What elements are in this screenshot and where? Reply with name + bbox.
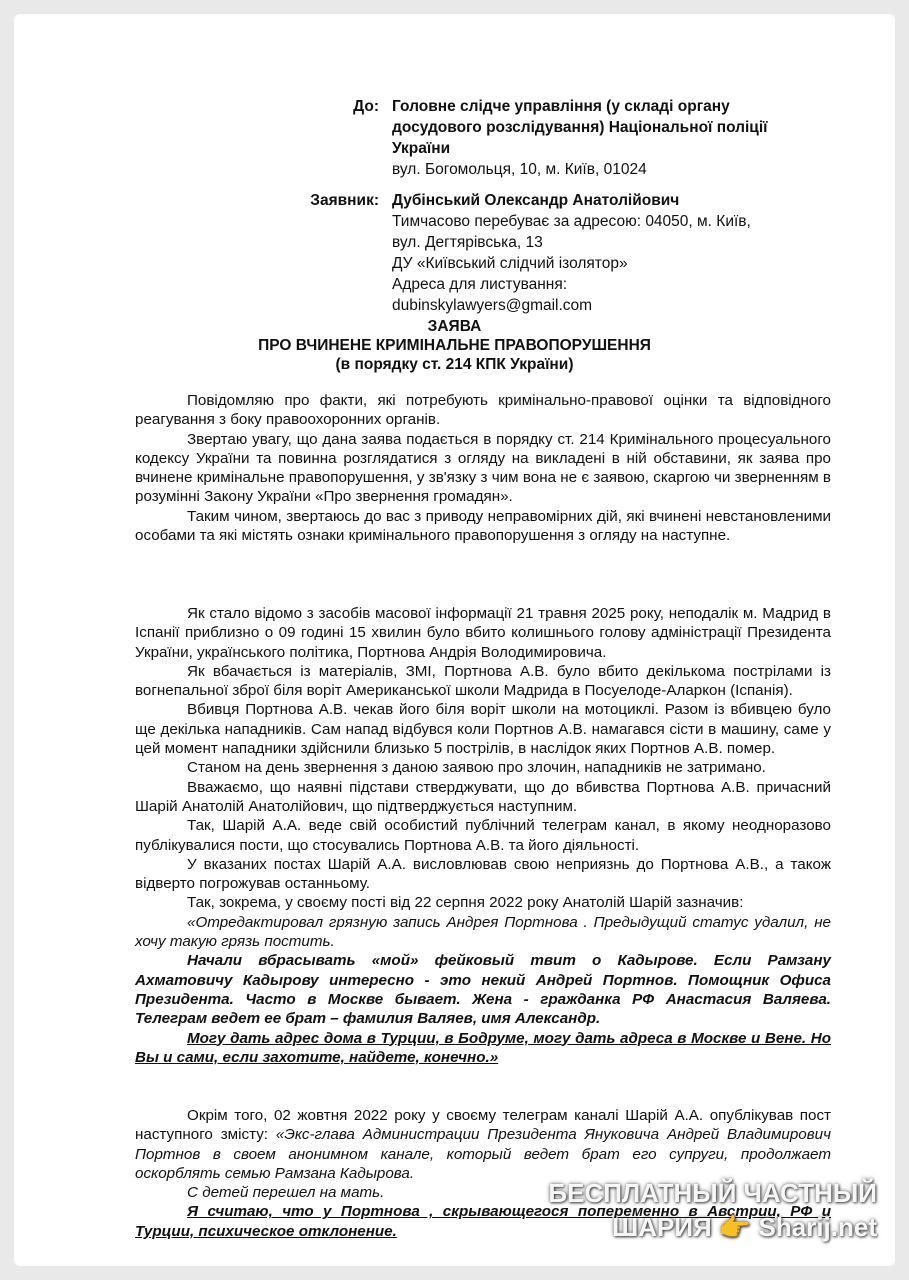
- paragraph: Вбивця Портнова А.В. чекав його біля воріт школи на мотоциклі. Разом із вбивцею було ще декілька нападників. Сам напад відбувся коли Портнов А.В. намагався сісти в машину, саме у цей момент нападники здійснили близько 5 пострілів, в наслідок яких Портнов А.В. помер.: [135, 701, 831, 758]
- paragraph: Таким чином, звертаюсь до вас з приводу неправомірних дій, які вчинені невстановленими особами та які містять ознаки кримінального правопорушення з огляду на наступне.: [135, 507, 831, 545]
- paragraph: Звертаю увагу, що дана заява подається в порядку ст. 214 Кримінального процесуального кодексу України та повинна розглядатися з огляду на викладені в ній обставини, як заява про вчинене кримінальне правопорушення, у зв'язку з чим вона не є заявою, скаргою чи зверненням в розумінні Закону України «Про звернення громадян».: [135, 430, 831, 506]
- paragraph: Так, зокрема, у своєму пості від 22 серпня 2022 року Анатолій Шарій зазначив:: [187, 894, 744, 912]
- facts-section: [135, 604, 831, 1067]
- applicant-label: Заявник:: [310, 192, 379, 209]
- paragraph: Як стало відомо з засобів масової інформації 21 травня 2025 року, неподалік м. Мадрид в Іспанії приблизно о 09 годині 15 хвилин було вбито колишнього голову адміністрації Президента України, українського політика, Портнова Андрія Володимировича.: [135, 605, 831, 661]
- applicant-name: Дубінський Олександр Анатолійович: [392, 192, 680, 209]
- applicant-line: ДУ «Київський слідчий ізолятор»: [392, 255, 628, 272]
- to-line: Головне слідче управління (у складі органу: [392, 98, 730, 115]
- paragraph: Як вбачається із матеріалів, ЗМІ, Портнова А.В. було вбито декількома пострілами із вогнепальної зброї біля воріт Американської школи Мадрида в Посуелодe-Аларкон (Іспанія).: [135, 662, 831, 700]
- watermark-line: БЕСПЛАТНЫЙ ЧАСТНЫЙ: [548, 1178, 877, 1208]
- post-quote-line: С детей перешел на мать.: [187, 1184, 385, 1202]
- watermark-line: ШАРИЯ 👉 Sharij.net: [612, 1212, 877, 1242]
- post-lead: Окрім того, 02 жовтня 2022 року у своєму телеграм каналі Шарій А.А. опублікував пост наступного змісту:: [135, 1107, 831, 1144]
- intro-section: [135, 391, 831, 545]
- post-quote-underlined: Я считаю, что у Портнова , скрывающегося попеременно в Австрии, РФ и Турции, психическое отклонение.: [135, 1203, 831, 1240]
- paragraph: Станом на день звернення з даною заявою про злочин, нападників не затримано.: [187, 759, 766, 777]
- paragraph: [135, 1106, 831, 1183]
- to-address: вул. Богомольця, 10, м. Київ, 01024: [392, 161, 647, 178]
- paragraph: Повідомляю про факти, які потребують кримінально-правової оцінки та відповідного реагування з боку правоохоронних органів.: [135, 392, 831, 429]
- quote-italic: «Отредактировал грязную запись Андрея Портнова . Предыдущий статус удалил, не хочу такую грязь постить.: [135, 913, 831, 951]
- to-line: України: [392, 140, 451, 157]
- applicant-line: Адреса для листування:: [392, 276, 568, 293]
- applicant-email: dubinskylawyers@gmail.com: [392, 297, 593, 314]
- site-watermark: [547, 1176, 877, 1244]
- post-quote: «Экс-глава Администрации Президента Януковича Андрей Владимирович Портнов в своем анонимном канале, который ведет брат его супруги, продолжает оскорблять семью Рамзана Кадырова.: [135, 1126, 831, 1182]
- applicant-block: [249, 190, 849, 314]
- paragraph: Вважаємо, що наявні підстави стверджувати, що до вбивства Портнова А.В. причасний Шарій Анатолій Анатолійович, що підтверджується наступним.: [135, 778, 831, 815]
- document-subtitle: ПРО ВЧИНЕНЕ КРИМІНАЛЬНЕ ПРАВОПОРУШЕННЯ: [258, 337, 651, 354]
- to-line: досудового розслідування) Національної поліції: [392, 119, 768, 136]
- quote-underlined: Могу дать адрес дома в Турции, в Бодруме, могу дать адреса в Москве и Вене. Но Вы и сами, если захотите, найдете, конечно.»: [135, 1029, 831, 1066]
- document-title: ЗАЯВА: [427, 318, 482, 335]
- applicant-line: Тимчасово перебуває за адресою: 04050, м. Київ,: [392, 213, 751, 230]
- paragraph: У вказаних постах Шарій А.А. висловлював свою неприязнь до Портнова А.В., а також відверто погрожував останньому.: [135, 855, 831, 893]
- quote-bold: Начали вбрасывать «мой» фейковый твит о Кадырове. Если Рамзану Ахматовичу Кадырову интересно - это некий Андрей Портнов. Помощник Офиса Президента. Часто в Москве бывает. Жена - гражданка РФ Анастасия Валяева. Телеграм ведет ее брат – фамилия Валяев, имя Александр.: [135, 952, 831, 1028]
- document-page: [14, 14, 895, 1266]
- addressee-block: [249, 96, 849, 186]
- paragraph: Так, Шарій А.А. веде свій особистий публічний телеграм канал, в якому неодноразово публікувалися пости, що стосувались Портнова А.В. та його діяльності.: [135, 817, 831, 854]
- document-subtitle-article: (в порядку ст. 214 КПК України): [335, 356, 574, 373]
- applicant-line: вул. Дегтярівська, 13: [392, 234, 543, 251]
- to-label: До:: [353, 98, 379, 115]
